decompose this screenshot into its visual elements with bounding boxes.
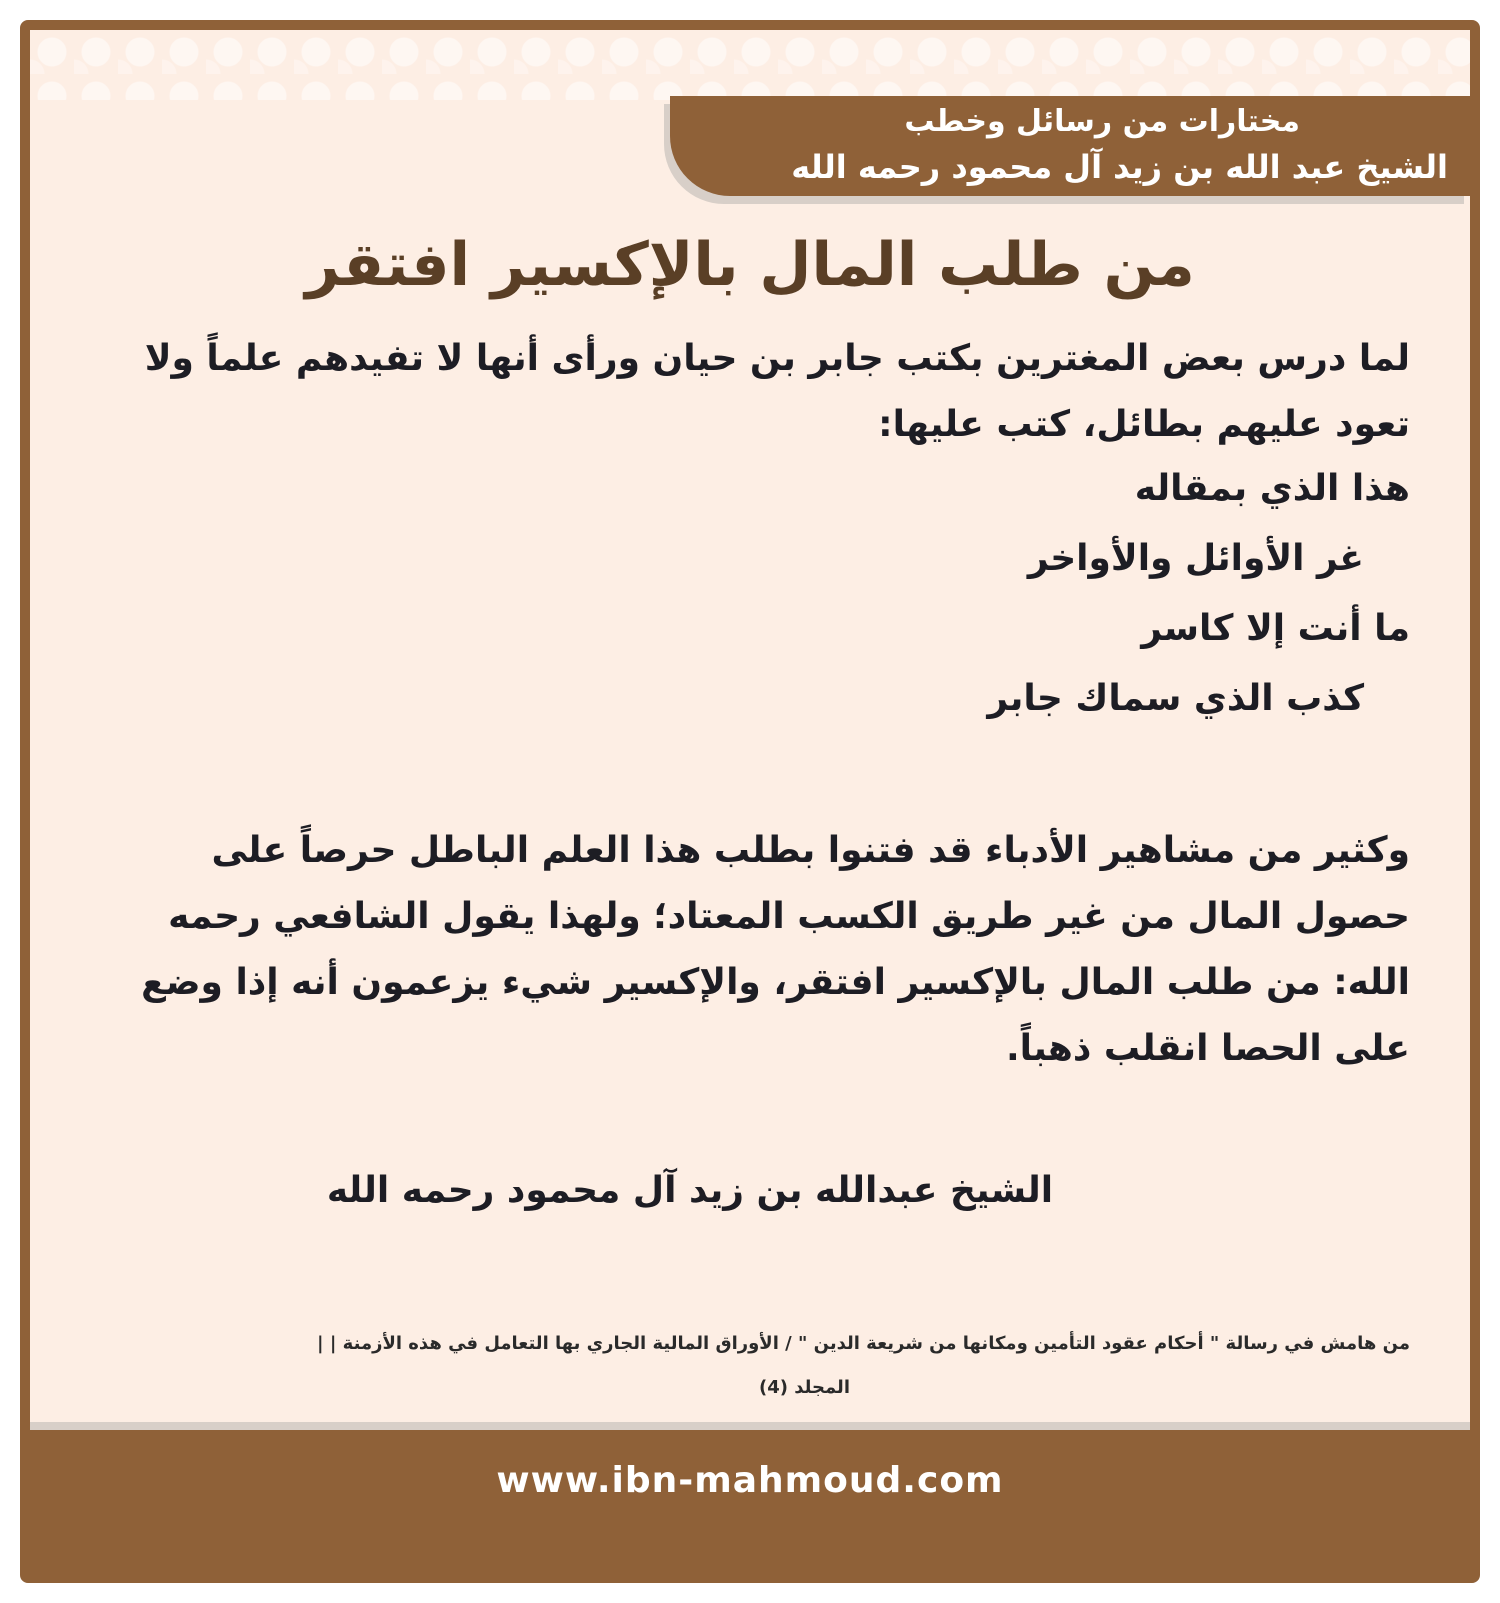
signature: الشيخ عبدالله بن زيد آل محمود رحمه الله <box>326 1170 1054 1211</box>
header-series-title: مختارات من رسائل وخطب <box>904 104 1300 139</box>
footnote-volume: المجلد (4) <box>759 1377 850 1398</box>
footer-divider <box>30 1422 1470 1430</box>
header-author: الشيخ عبد الله بن زيد آل محمود رحمه الله <box>791 148 1448 186</box>
intro-paragraph: لما درس بعض المغترين بكتب جابر بن حيان ورأى أنها لا تفيدهم علماً ولا تعود عليهم بطائل، كتب عليها: <box>144 338 1410 445</box>
header-banner <box>670 96 1470 196</box>
page-title: من طلب المال بالإكسير افتقر <box>305 230 1195 300</box>
footer-bar <box>30 1430 1470 1573</box>
footnote-source: من هامش في رسالة " أحكام عقود التأمين ومكانها من شريعة الدين " / الأوراق المالية الجاري بها التعامل في هذه الأزمنة | | <box>317 1333 1410 1354</box>
card-frame <box>20 20 1480 1583</box>
verse-line-1: هذا الذي بمقاله <box>1134 468 1410 509</box>
website-link[interactable]: www.ibn-mahmoud.com <box>496 1460 1004 1501</box>
verse-line-2: غر الأوائل والأواخر <box>1027 538 1364 579</box>
main-paragraph: وكثير من مشاهير الأدباء قد فتنوا بطلب هذا العلم الباطل حرصاً على حصول المال من غير طريق الكسب المعتاد؛ ولهذا يقول الشافعي رحمه الله: من طلب المال بالإكسير افتقر، والإكسير شيء يزعمون أنه إذا وضع على الحصا انقلب ذهباً. <box>141 830 1410 1069</box>
verse-line-4: كذب الذي سماك جابر <box>987 678 1364 719</box>
footnote <box>120 1322 1410 1410</box>
verse-line-3: ما أنت إلا كاسر <box>1141 608 1410 649</box>
decorative-pattern <box>30 30 1470 100</box>
